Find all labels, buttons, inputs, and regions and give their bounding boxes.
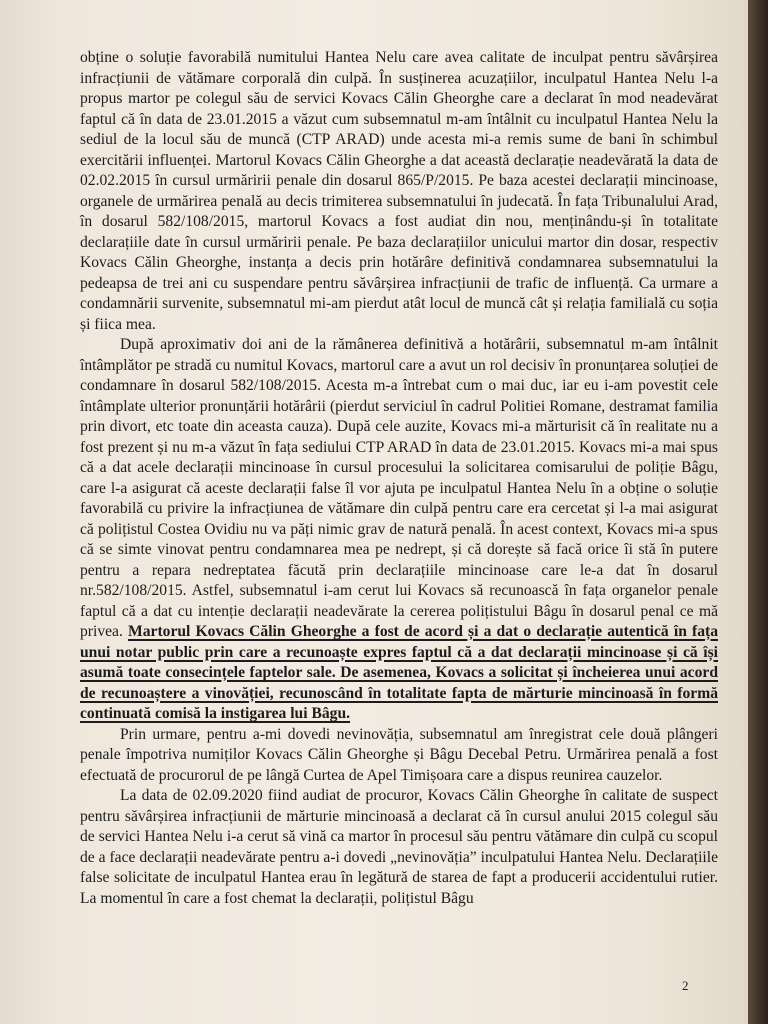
document-body bbox=[80, 48, 718, 909]
paragraph-1: obține o soluție favorabilă numitului Hantea Nelu care avea calitate de inculpat pentru săvârșirea infracțiunii de vătămare corporală din culpă. În susținerea acuzațiilor, inculpatul Hantea Nelu l-a propus martor pe colegul său de servici Kovacs Călin Gheorghe care a declarat în mod neadevărat faptul că în data de 23.01.2015 a văzut cum subsemnatul m-am întâlnit cu inculpatul Hantea Nelu la sediul de la locul său de muncă (CTP ARAD) unde acesta mi-a remis sume de bani în schimbul exercitării influenței. Martorul Kovacs Călin Gheorghe a dat această declarație neadevărată la data de 02.02.2015 în cursul urmăririi penale din dosarul 865/P/2015. Pe baza acestei declarații mincinoase, organele de urmărirea penală au decis trimiterea subsemnatului în judecată. În fața Tribunalului Arad, în dosarul 582/108/2015, martorul Kovacs a fost audiat din nou, menținându-și în totalitate declarațiile date în cursul urmăririi penale. Pe baza declarațiilor unicului martor din dosar, respectiv Kovacs Călin Gheorghe, instanța a decis prin hotărâre definitivă condamnarea subsemnatului la pedeapsa de trei ani cu suspendare pentru săvârșirea infracțiunii de trafic de influență. Ca urmare a condamnării survenite, subsemnatul mi-am pierdut atât locul de muncă cât și relația familială cu soția și fiica mea. bbox=[80, 49, 718, 333]
page-edge-shadow bbox=[748, 0, 768, 1024]
paragraph-2-highlight: Martorul Kovacs Călin Gheorghe a fost de acord și a dat o declarație autentică în fața unui notar public prin care a recunoaște expres faptul că a dat declarații mincinoase și că își asumă toate consecințele faptelor sale. De asemenea, Kovacs a solicitat și încheierea unui acord de recunoaștere a vinovăției, recunoscând în totalitate fapta de mărturie mincinoasă în formă continuată comisă la instigarea lui Bâgu. bbox=[80, 623, 718, 722]
paragraph-2 bbox=[80, 335, 718, 725]
paragraph-4: La data de 02.09.2020 fiind audiat de procuror, Kovacs Călin Gheorghe în calitate de suspect pentru săvârșirea infracțiunii de mărturie mincinoasă a declarat că în cursul anului 2015 colegul său de servici Hantea Nelu i-a cerut să vină ca martor în procesul său pentru vătămare din culpă cu scopul de a face declarații neadevărate pentru a-i dovedi „nevinovăția” inculpatului Hantea Nelu. Declarațiile false solicitate de inculpatul Hantea erau în legătură de starea de fapt a producerii accidentului rutier. La momentul în care a fost chemat la declarații, polițistul Bâgu bbox=[80, 787, 718, 907]
paragraph-3: Prin urmare, pentru a-mi dovedi nevinovăția, subsemnatul am înregistrat cele două plângeri penale împotriva numiților Kovacs Călin Gheorghe și Bâgu Decebal Petru. Urmărirea penală a fost efectuată de procurorul de pe lângă Curtea de Apel Timișoara care a dispus reunirea cauzelor. bbox=[80, 725, 718, 784]
paragraph-2-text: După aproximativ doi ani de la rămânerea definitivă a hotărârii, subsemnatul m-am întâlnit întâmplător pe stradă cu numitul Kovacs, martorul care a avut un rol decisiv în pronunțarea soluției de condamnare în dosarul 582/108/2015. Acesta m-a întrebat cum o mai duc, iar eu i-am povestit cele întâmplate ulterior pronunțării hotărârii (pierdut serviciul în cadrul Politiei Romane, destramat familia prin divort, etc toate din aceasta cauza). După cele auzite, Kovacs mi-a mărturisit că în realitate nu a fost prezent și nu m-a văzut în fața sediului CTP ARAD în data de 23.01.2015. Kovacs mi-a mai spus că a dat acele declarații mincinoase în cursul procesului la solicitarea comisarului de poliție Bâgu, care l-a asigurat că aceste declarații false îl vor ajuta pe inculpatul Hantea Nelu în a obține o soluție favorabilă cu privire la infracțiunea de vătămare din culpă pentru care era cercetat și l-a mai asigurat că polițistul Costea Ovidiu nu va păți nimic grav de natură penală. În acest context, Kovacs mi-a spus că se simte vinovat pentru condamnarea mea pe nedrept, și că dorește să facă orice îi stă în putere pentru a repara nedreptatea făcută prin declarațiile mincinoase care le-a dat în dosarul nr.582/108/2015. Astfel, subsemnatul i-am cerut lui Kovacs să recunoască în fața organelor penale faptul că a dat cu intenție declarații neadevărate la cererea polițistului Bâgu în dosarul penal ce mă privea. bbox=[80, 336, 718, 640]
page-number: 2 bbox=[682, 978, 689, 993]
